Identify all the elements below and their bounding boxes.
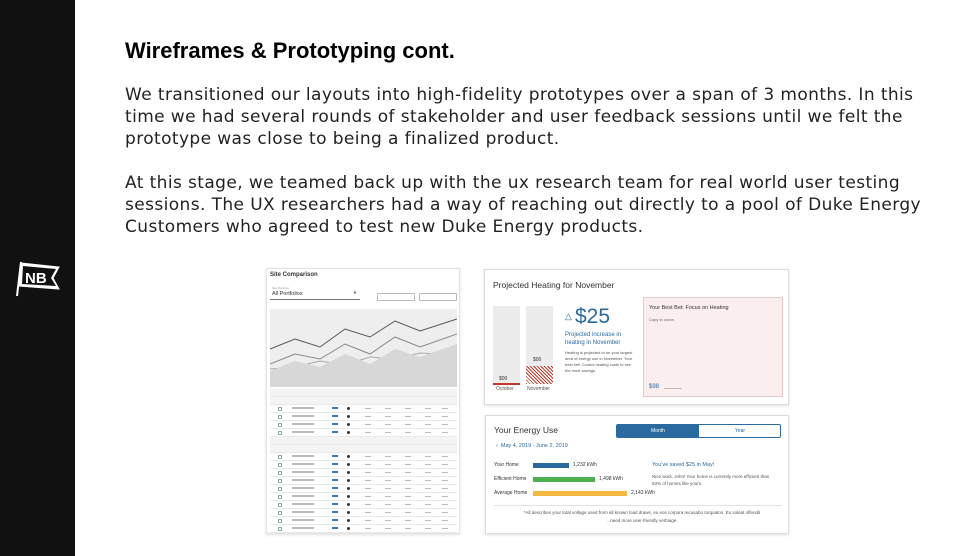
bar-november-fill [526, 366, 553, 384]
label-november: November [527, 386, 551, 392]
value-average-home: 2,143 kWh [631, 490, 655, 496]
table-row [270, 413, 457, 421]
best-bet-body: Copy to come. [649, 317, 675, 322]
divider [494, 505, 782, 506]
table-row [270, 429, 457, 437]
row-label-average-home: Average Home [494, 490, 528, 496]
site-comparison-mockup [266, 268, 460, 534]
projected-caption: Projected increase in heating in November [565, 332, 622, 346]
chevron-down-icon: ▼ [353, 290, 357, 295]
mockup-title: Projected Heating for November [493, 280, 615, 290]
table-row [270, 453, 457, 461]
projected-value: $25 [575, 305, 611, 328]
table-row [270, 477, 457, 485]
line-chart-svg [270, 309, 457, 387]
chevron-left-icon: ‹ [496, 443, 501, 449]
paragraph-1: We transitioned our layouts into high-fidelity prototypes over a span of 3 months. In this time we had several rounds of stakeholder and user feedback sessions until we felt the prototype was close to being a finalized product. [125, 85, 914, 149]
line-chart [270, 309, 457, 387]
toggle-year: Year [734, 428, 746, 434]
slide-title: Wireframes & Prototyping cont. [125, 38, 455, 63]
mockup-button [377, 293, 415, 301]
mockup-button [419, 293, 457, 301]
portfolio-select [270, 285, 360, 300]
period-toggle [616, 424, 781, 438]
bar-october-value: $00 [499, 376, 508, 382]
toggle-month: Month [617, 425, 699, 437]
table-row [270, 525, 457, 533]
best-bet-value: $98 [649, 384, 660, 390]
table-filter-row [270, 445, 457, 453]
table-row [270, 461, 457, 469]
triangle-up-icon: △ [565, 311, 572, 321]
date-range [496, 443, 568, 449]
table-row [270, 493, 457, 501]
projected-heating-mockup [484, 269, 789, 405]
bar-efficient-home [533, 477, 595, 482]
value-efficient-home: 1,498 kWh [599, 476, 623, 482]
table-row [270, 501, 457, 509]
savings-body: Nice work, John! Your home is currently more efficient than 63% of homes like yours. [652, 474, 770, 486]
best-bet-value-caption [664, 388, 682, 389]
table-header [270, 437, 457, 445]
bar-october [493, 306, 520, 384]
table-filter-row [270, 397, 457, 405]
table-header [270, 389, 457, 397]
sidebar [0, 0, 75, 556]
paragraph-2: At this stage, we teamed back up with the ux research team for real world user testing sessions. The UX researchers had a way of reaching out directly to a pool of Duke Energy Customers who agreed to test new Duke Energy products. [125, 173, 921, 237]
row-label-your-home: Your Home [494, 462, 519, 468]
select-label: Site Portfolio [272, 286, 290, 290]
value-your-home: 1,232 kWh [573, 462, 597, 468]
label-october: October [496, 386, 514, 392]
nb-flag-logo [13, 258, 63, 298]
energy-use-mockup [485, 415, 789, 534]
table-row [270, 469, 457, 477]
bar-october-fill [493, 383, 520, 385]
site-table [270, 389, 457, 533]
projected-body: Heating is projected to be your largest area of energy use in November. Your best bet! Control heating costs to see the most savings. [565, 350, 633, 373]
bar-average-home [533, 491, 627, 496]
table-row [270, 421, 457, 429]
bar-your-home [533, 463, 569, 468]
mockup-title: Your Energy Use [494, 425, 558, 435]
row-label-efficient-home: Efficient Home [494, 476, 527, 482]
best-bet-card [643, 297, 783, 397]
table-row [270, 405, 457, 413]
select-value: All Portfolios [272, 291, 303, 297]
bar-november-value: $00 [533, 357, 542, 363]
table-row [270, 509, 457, 517]
date-range-text: May 4, 2019 - June 2, 2019 [500, 443, 568, 449]
mockup-title: Site Comparison [270, 272, 318, 278]
footnote: *All describes your total voltage used from all known load draws, eu eos corpora recusabo torquatos. Eu soleat offendit ...need more user-friendly verbiage. [523, 510, 761, 523]
table-row [270, 517, 457, 525]
best-bet-title: Your Best Bet: Focus on Heating [649, 305, 729, 311]
table-row [270, 485, 457, 493]
logo-text: NB [25, 270, 47, 287]
savings-title: You've saved $25 in May! [652, 462, 715, 468]
